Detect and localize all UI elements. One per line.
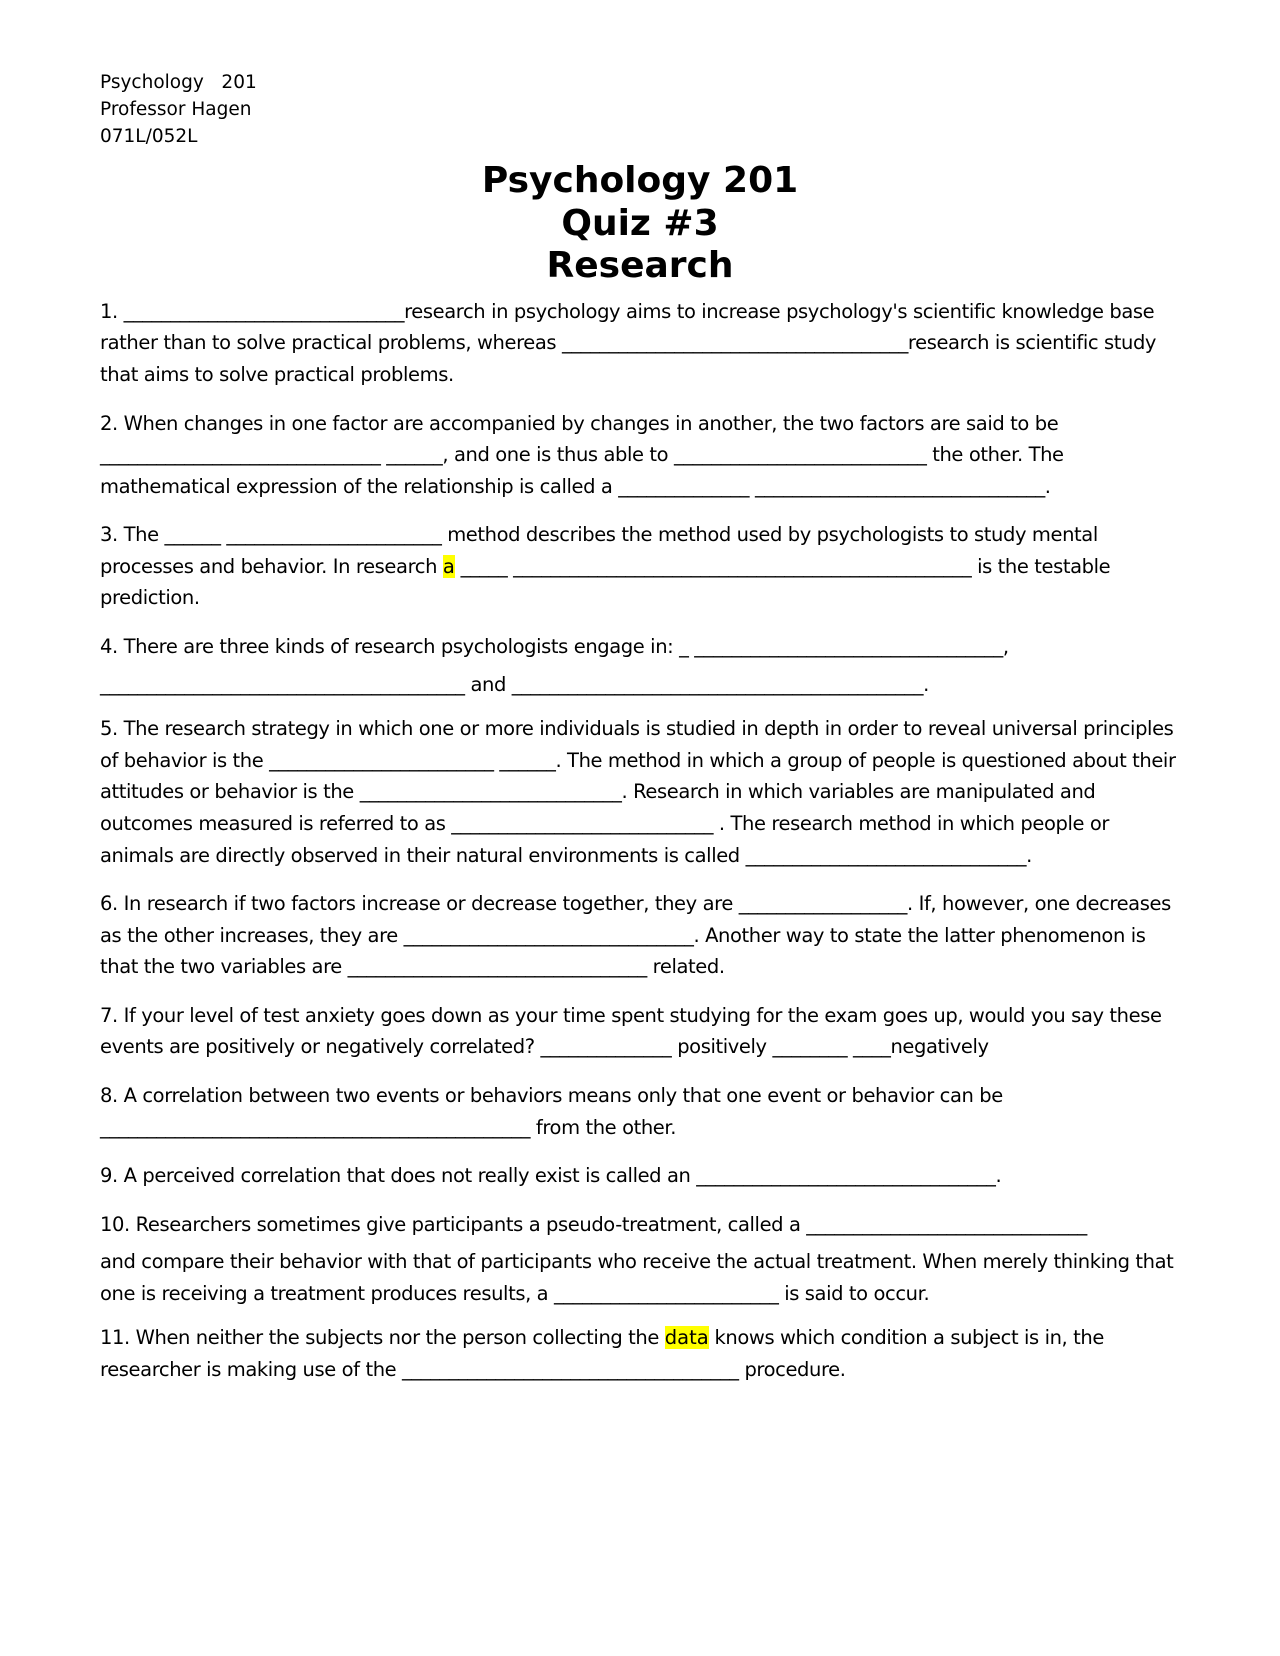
question-11 (100, 1322, 1180, 1385)
question-10 (100, 1209, 1180, 1310)
question-5 (100, 713, 1180, 871)
document-title (100, 160, 1180, 287)
question-10-text-line2: and compare their behavior with that of participants who receive the actual treatment. When merely thinking that one is receiving a treatment produces results, a ________________________ is said to occur. (100, 1250, 1174, 1305)
question-10-spacer (100, 1240, 1180, 1246)
question-4 (100, 631, 1180, 700)
question-8 (100, 1080, 1180, 1143)
question-7 (100, 1000, 1180, 1063)
header-section: 071L/052L (100, 125, 198, 147)
question-8-text: 8. A correlation between two events or behaviors means only that one event or behavior can be ______________________________________________ from the other. (100, 1083, 1003, 1139)
question-10-text-line1: 10. Researchers sometimes give participants a pseudo-treatment, called a ______________________________ (100, 1212, 1087, 1236)
question-5-text: 5. The research strategy in which one or more individuals is studied in depth in order to reveal universal principles of behavior is the ________________________ ______. The method in which a group of people is questioned about their attitudes or behavior is the ____________________________. Research in which variables are manipulated and outcomes measured is referred to as ____________________________ . The research method in which people or animals are directly observed in their natural environments is called ______________________________. (100, 717, 1176, 867)
title-quiz: Quiz #3 (561, 202, 719, 244)
question-3-text-part1: 3. The ______ _______________________ method describes the method used by psychologists to study mental processes and behavior. In research (100, 523, 1098, 578)
document-header (100, 70, 1180, 150)
question-1-text: 1. ______________________________research in psychology aims to increase psychology's scientific knowledge base rather than to solve practical problems, whereas _____________________________________research is scientific study that aims to solve practical problems. (100, 299, 1157, 386)
question-4-text-line2: _______________________________________ and ____________________________________________. (100, 672, 929, 696)
title-course: Psychology 201 (481, 160, 799, 202)
question-11-text-part1: 11. When neither the subjects nor the person collecting the (100, 1326, 665, 1350)
question-11-highlight: data (664, 1326, 709, 1350)
question-4-spacer (100, 663, 1180, 669)
question-3 (100, 519, 1180, 614)
question-9-text: 9. A perceived correlation that does not really exist is called an ________________________________. (100, 1164, 1002, 1188)
question-7-text: 7. If your level of test anxiety goes down as your time spent studying for the exam goes up, would you say these events are positively or negatively correlated? ______________ positively ________ ____negatively (100, 1003, 1162, 1059)
question-6-text: 6. In research if two factors increase or decrease together, they are __________________. If, however, one decreases as the other increases, they are _______________________________. Another way to state the latter phenomenon is that the two variables are ________________________________ related. (100, 892, 1171, 979)
header-professor: Professor Hagen (100, 98, 252, 120)
question-6 (100, 888, 1180, 983)
question-2-text: 2. When changes in one factor are accompanied by changes in another, the two factors are said to be ______________________________ ______, and one is thus able to ___________________________ the other. The mathematical expression of the relationship is called a ______________ _______________________________. (100, 411, 1064, 498)
question-9 (100, 1160, 1180, 1192)
title-topic: Research (546, 245, 734, 287)
question-2 (100, 408, 1180, 503)
quiz-body (100, 296, 1180, 1386)
question-1 (100, 296, 1180, 391)
question-3-text-part2: _____ _________________________________________________ is the testable prediction. (100, 554, 1111, 610)
question-11-text-part2: knows which condition a subject is in, the researcher is making use of the ____________________________________ procedure. (100, 1326, 1104, 1382)
question-3-highlight: a (442, 554, 455, 578)
question-4-text-line1: 4. There are three kinds of research psychologists engage in: _ _________________________________, (100, 635, 1009, 659)
header-course: Psychology 201 (100, 72, 257, 93)
